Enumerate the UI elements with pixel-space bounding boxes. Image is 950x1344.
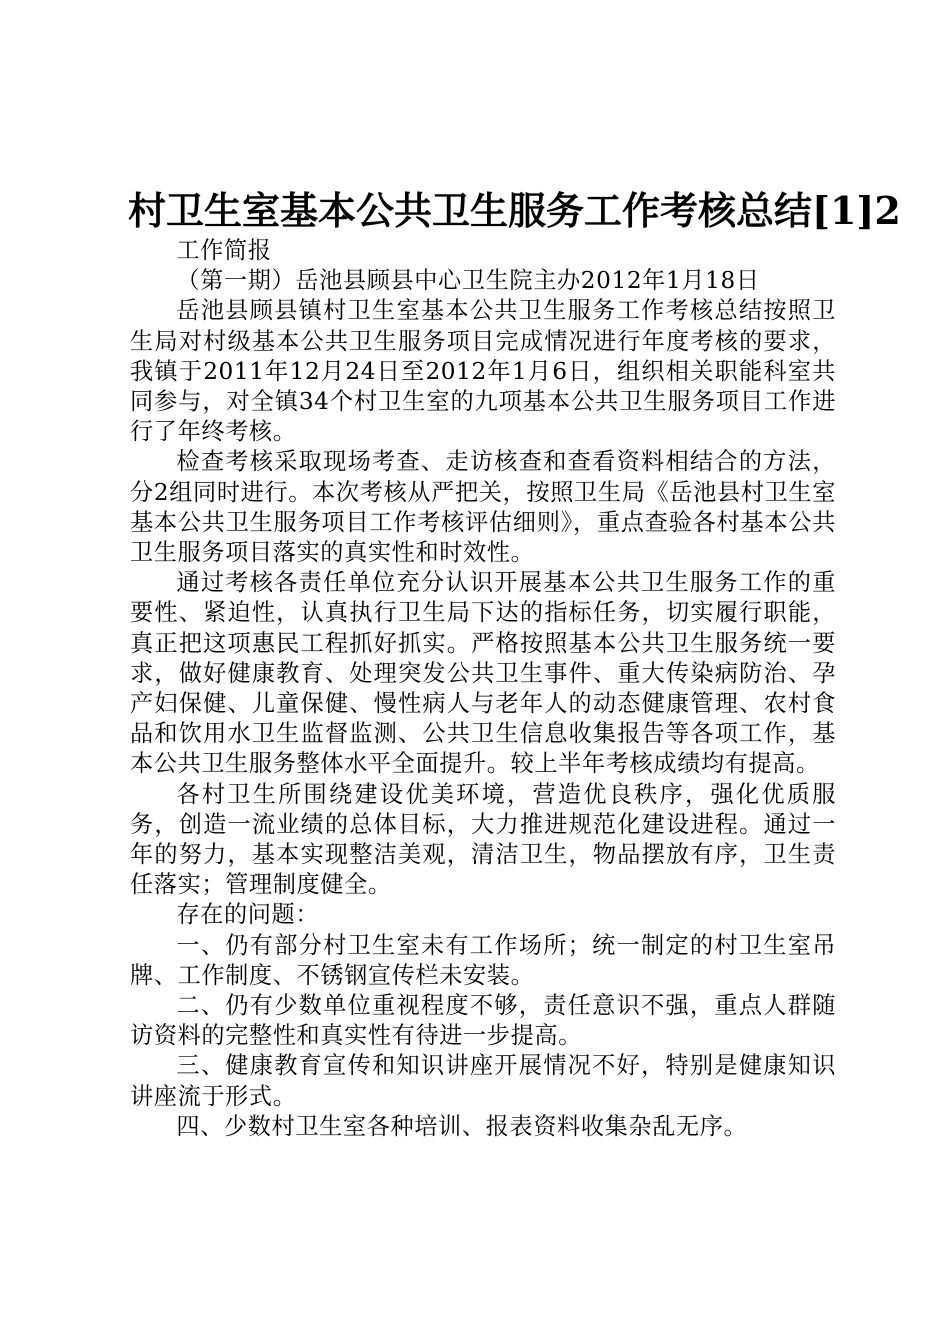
paragraph-issue-info: （第一期）岳池县顾县中心卫生院主办2012年1月18日 [176,267,760,295]
document-body [130,236,836,1142]
paragraph-problem-4: 四、少数村卫生室各种培训、报表资料收集杂乱无序。 [176,1112,748,1140]
paragraph-method: 检查考核采取现场考查、走访核查和查看资料相结合的方法，分2组同时进行。本次考核从严把关，按照卫生局《岳池县村卫生室基本公共卫生服务项目工作考核评估细则》，重点查验各村基本公共卫生服务项目落实的真实性和时效性。 [130,448,836,567]
document-title: 村卫生室基本公共卫生服务工作考核总结[1]2 [128,188,901,233]
paragraph-results: 通过考核各责任单位充分认识开展基本公共卫生服务工作的重要性、紧迫性，认真执行卫生局下达的指标任务，切实履行职能，真正把这项惠民工程抓好抓实。严格按照基本公共卫生服务统一要求，做好健康教育、处理突发公共卫生事件、重大传染病防治、孕产妇保健、儿童保健、慢性病人与老年人的动态健康管理、农村食品和饮用水卫生监督监测、公共卫生信息收集报告等各项工作，基本公共卫生服务整体水平全面提升。较上半年考核成绩均有提高。 [130,569,836,778]
paragraph-environment: 各村卫生所围绕建设优美环境，营造优良秩序，强化优质服务，创造一流业绩的总体目标，大力推进规范化建设进程。通过一年的努力，基本实现整洁美观，清洁卫生，物品摆放有序，卫生责任落实；管理制度健全。 [130,780,836,899]
paragraph-problem-1: 一、仍有部分村卫生室未有工作场所；统一制定的村卫生室吊牌、工作制度、不锈钢宣传栏未安装。 [130,931,836,989]
paragraph-intro: 岳池县顾县镇村卫生室基本公共卫生服务工作考核总结按照卫生局对村级基本公共卫生服务项目完成情况进行年度考核的要求，我镇于2011年12月24日至2012年1月6日，组织相关职能科室共同参与，对全镇34个村卫生室的九项基本公共卫生服务项目工作进行了年终考核。 [130,297,836,446]
paragraph-problems-heading: 存在的问题： [176,901,320,929]
paragraph-bulletin-label: 工作简报 [176,237,272,264]
paragraph-problem-2: 二、仍有少数单位重视程度不够，责任意识不强，重点人群随访资料的完整性和真实性有待进一步提高。 [130,992,836,1050]
paragraph-problem-3: 三、健康教育宣传和知识讲座开展情况不好，特别是健康知识讲座流于形式。 [130,1052,836,1110]
